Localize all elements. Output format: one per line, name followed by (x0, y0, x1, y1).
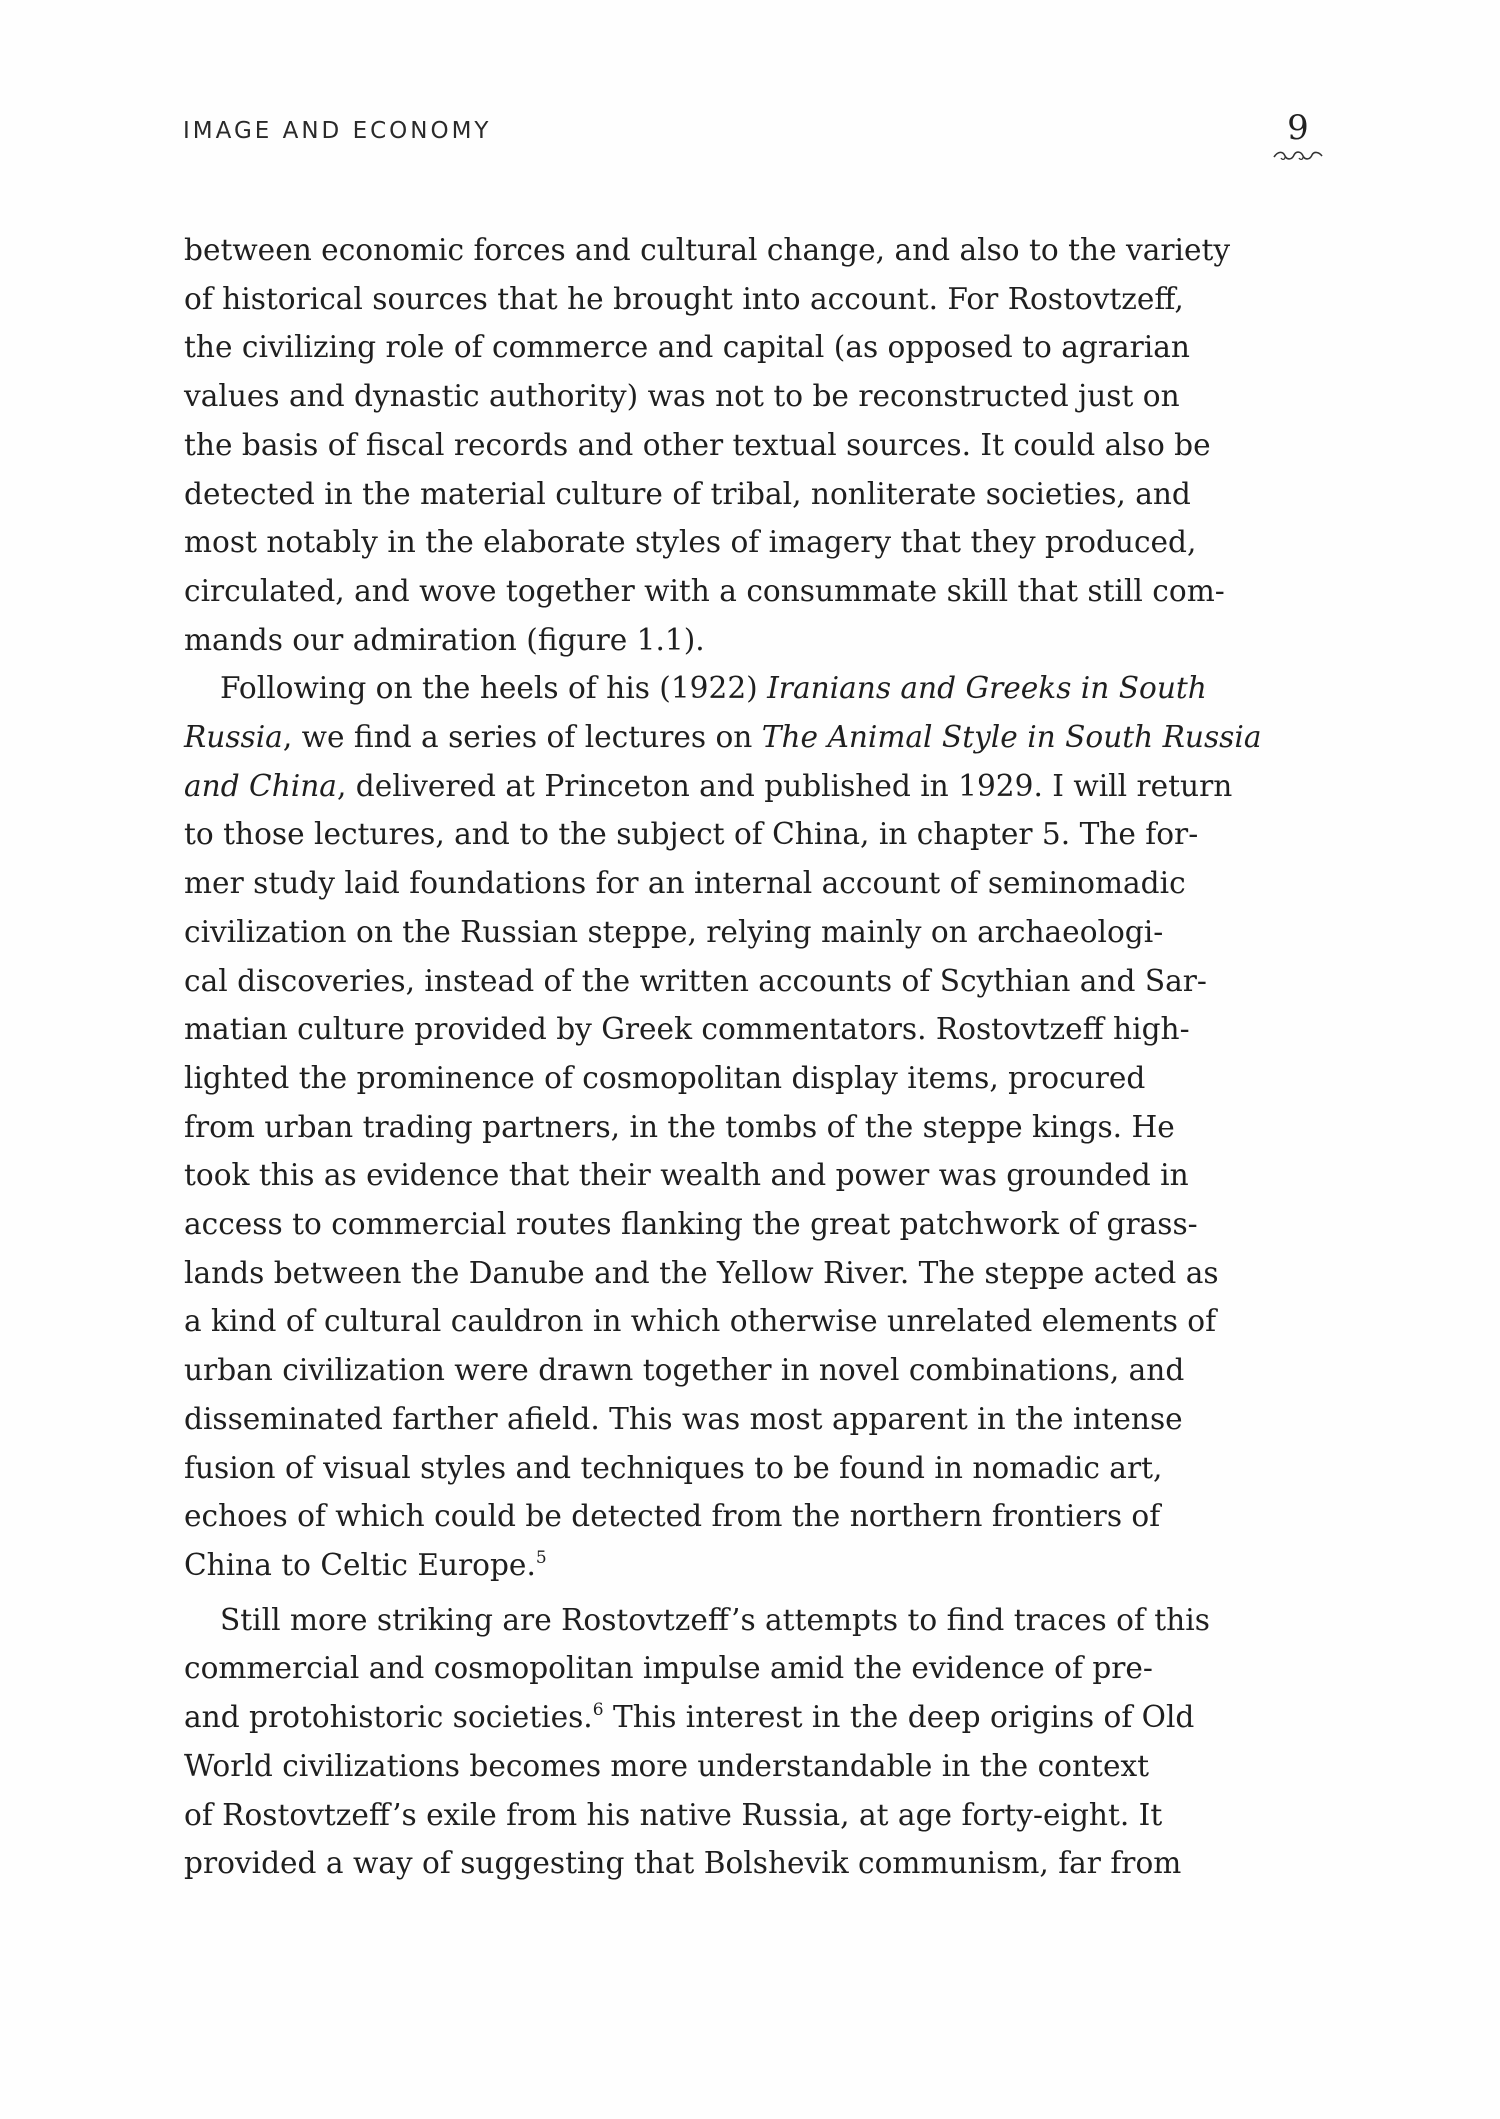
text-run: , we find a series of lectures on (282, 720, 762, 755)
text-line: most notably in the elaborate styles of imagery that they produced, (184, 525, 1197, 560)
text-line: Still more striking are Rostovtzeff’s attempts to find traces of this (220, 1602, 1210, 1637)
running-head: IMAGE AND ECONOMY (183, 118, 492, 144)
text-line: urban civilization were drawn together in novel combinations, and (184, 1353, 1185, 1388)
text-line: took this as evidence that their wealth and power was grounded in (184, 1158, 1189, 1193)
text-line: values and dynastic authority) was not to be reconstructed just on (184, 379, 1180, 414)
book-title: Iranians and Greeks in South (767, 671, 1207, 706)
footnote-marker[interactable]: 5 (535, 1547, 547, 1568)
paragraph-2 (184, 664, 1262, 1589)
text-line: circulated, and wove together with a consummate skill that still com- (184, 573, 1225, 608)
text-line: lands between the Danube and the Yellow River. The steppe acted as (184, 1255, 1219, 1290)
text-run: and protohistoric societies. (184, 1700, 593, 1735)
text-line: of historical sources that he brought into account. For Rostovtzeff, (184, 281, 1184, 316)
text-line: access to commercial routes flanking the great patchwork of grass- (184, 1207, 1198, 1242)
book-title: The Animal Style in South Russia (761, 720, 1262, 755)
text-line (184, 713, 1262, 762)
text-line: World civilizations becomes more understandable in the context (184, 1748, 1150, 1783)
paragraph-3 (184, 1596, 1210, 1888)
text-line: echoes of which could be detected from the northern frontiers of (184, 1499, 1161, 1534)
text-run: , delivered at Princeton and published in 1929. I will return (336, 768, 1233, 803)
text-line: from urban trading partners, in the tombs of the steppe kings. He (184, 1109, 1175, 1144)
text-line: disseminated farther afield. This was most apparent in the intense (184, 1401, 1183, 1436)
text-line (184, 1541, 1134, 1590)
scroll-flourish-icon (1272, 150, 1324, 162)
text-line (184, 762, 1233, 811)
text-line: to those lectures, and to the subject of China, in chapter 5. The for- (184, 817, 1199, 852)
paragraph-1 (184, 226, 1231, 664)
text-line: fusion of visual styles and techniques to be found in nomadic art, (184, 1450, 1163, 1485)
book-title: Russia (184, 720, 283, 755)
text-run: China to Celtic Europe. (184, 1547, 536, 1582)
text-line: the basis of fiscal records and other textual sources. It could also be (184, 427, 1211, 462)
text-run: This interest in the deep origins of Old (603, 1700, 1195, 1735)
text-line: a kind of cultural cauldron in which otherwise unrelated elements of (184, 1304, 1217, 1339)
body-text (184, 226, 1262, 1888)
text-line: matian culture provided by Greek commentators. Rostovtzeff high- (184, 1012, 1190, 1047)
text-line: mands our admiration (figure 1.1). (184, 622, 705, 657)
text-line: between economic forces and cultural change, and also to the variety (184, 233, 1231, 267)
text-line: cal discoveries, instead of the written accounts of Scythian and Sar- (184, 963, 1207, 998)
text-line: civilization on the Russian steppe, relying mainly on archaeologi- (184, 914, 1164, 949)
footnote-marker[interactable]: 6 (592, 1700, 604, 1721)
text-line (184, 664, 1207, 713)
text-line: the civilizing role of commerce and capital (as opposed to agrarian (184, 330, 1190, 365)
page-number: 9 (1287, 108, 1309, 148)
text-line: mer study laid foundations for an internal account of seminomadic (184, 866, 1186, 901)
text-line: detected in the material culture of tribal, nonliterate societies, and (184, 476, 1191, 511)
folio (1268, 108, 1328, 162)
book-title: and China (184, 768, 337, 803)
text-run: Following on the heels of his (1922) (220, 671, 768, 706)
text-line: lighted the prominence of cosmopolitan display items, procured (184, 1060, 1146, 1095)
text-line: of Rostovtzeff’s exile from his native Russia, at age forty-eight. It (184, 1797, 1163, 1832)
text-line: commercial and cosmopolitan impulse amid the evidence of pre- (184, 1651, 1153, 1686)
text-line: provided a way of suggesting that Bolshevik communism, far from (184, 1846, 1182, 1881)
text-line (184, 1693, 1195, 1742)
